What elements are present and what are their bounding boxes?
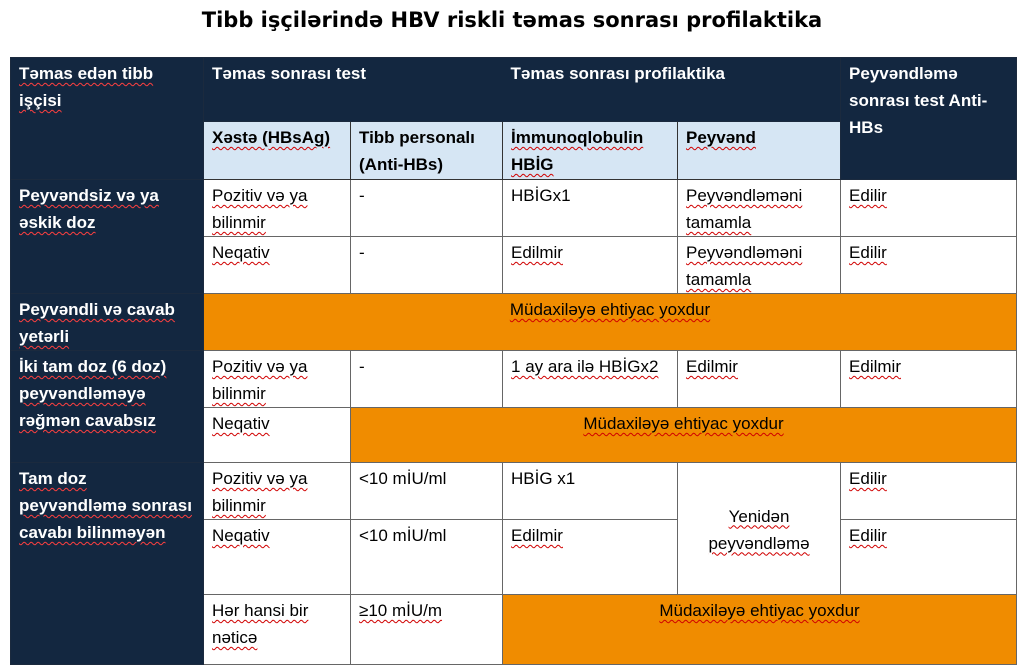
cell-text: Pozitiv və ya bilinmir [212,186,308,232]
header-post-exposure-test-text: Təmas sonrası test [212,64,367,83]
table-cell [678,180,841,237]
subheader-vaccine-text: Peyvənd [686,128,756,147]
cell-text: Edilir [849,186,887,205]
table-cell [204,180,351,237]
header-contact-worker [11,58,204,180]
table-cell [503,520,678,595]
cell-text: Edilmir [511,526,563,545]
cell-text: Pozitiv və ya bilinmir [212,357,308,403]
table-cell [678,237,841,294]
table-cell [204,520,351,595]
cell-text: Neqativ [212,414,270,433]
cell-text: - [359,357,365,376]
subheader-patient [204,122,351,180]
row-label-responder [11,294,204,351]
subheader-immunoglobulin-text: İmmunoqlobulin HBİG [511,128,644,174]
row-label-nonresponder [11,351,204,463]
header-post-vaccination-test-text: Peyvəndləmə sonrası test Anti-HBs [849,64,988,137]
subheader-immunoglobulin [503,122,678,180]
cell-text: <10 mİU/ml [359,526,447,545]
cell-text: Peyvəndləməni tamamla [686,243,803,289]
table-cell [351,463,503,520]
table-cell [841,237,1017,294]
cell-text: ≥10 mİU/m [359,601,443,620]
subheader-staff-text: Tibb personalı (Anti-HBs) [359,128,475,174]
cell-text: Edilir [849,243,887,262]
row-label-unknown-response-text: Tam doz peyvəndləmə sonrası cavabı bilinməyən [19,469,192,542]
header-post-exposure-test [204,58,503,122]
cell-text: Pozitiv və ya bilinmir [212,469,308,515]
cell-text: Edilmir [686,357,738,376]
row-label-unvaccinated [11,180,204,294]
no-intervention-text: Müdaxiləyə ehtiyac yoxdur [659,601,860,620]
revaccination-cell [678,463,841,595]
cell-text: Edilir [849,469,887,488]
row-label-unknown-response [11,463,204,665]
cell-text: Peyvəndləməni tamamla [686,186,803,232]
no-intervention-text: Müdaxiləyə ehtiyac yoxdur [509,300,711,319]
cell-text: Neqativ [212,243,270,262]
subheader-patient-text: Xəstə (HBsAg) [212,128,331,147]
cell-text: <10 mİU/ml [359,469,447,488]
cell-text: HBİG x1 [511,469,576,488]
header-post-vaccination-test [841,58,1017,180]
table-cell [351,180,503,237]
table-cell [204,463,351,520]
table-cell [678,351,841,408]
table-cell [351,237,503,294]
table-cell [204,237,351,294]
no-intervention-banner [503,595,1017,665]
table-cell [204,595,351,665]
subheader-staff [351,122,503,180]
cell-text: HBİGx1 [511,186,571,205]
header-post-exposure-prophylaxis [503,58,841,122]
no-intervention-banner [204,294,1017,351]
cell-text: Edilir [849,526,887,545]
cell-text: - [359,186,365,205]
table-cell [351,351,503,408]
table-cell [351,595,503,665]
no-intervention-text: Müdaxiləyə ehtiyac yoxdur [583,414,784,433]
table-cell [841,463,1017,520]
cell-text: Hər hansi bir nəticə [212,601,309,647]
table-cell [503,463,678,520]
table-cell [351,520,503,595]
hbv-prophylaxis-table [10,57,1017,665]
table-cell [503,237,678,294]
table-cell [841,520,1017,595]
row-label-unvaccinated-text: Peyvəndsiz və ya əskik doz [19,186,159,232]
no-intervention-banner [351,408,1017,463]
cell-text: - [359,243,365,262]
page-title: Tibb işçilərində HBV riskli təmas sonrası profilaktika [201,8,823,32]
cell-text: Edilmir [849,357,901,376]
row-label-nonresponder-text: İki tam doz (6 doz) peyvəndləməyə rəğmən cavabsız [19,357,167,430]
subheader-vaccine [678,122,841,180]
header-post-exposure-prophylaxis-text: Təmas sonrası profilaktika [510,64,725,83]
table-cell [204,408,351,463]
cell-text: Neqativ [212,526,270,545]
table-cell [204,351,351,408]
header-contact-worker-text: Təmas edən tibb işçisi [19,64,154,110]
table-cell [841,180,1017,237]
table-cell [841,351,1017,408]
table-cell [503,180,678,237]
cell-text: 1 ay ara ilə HBİGx2 [511,357,659,376]
row-label-responder-text: Peyvəndli və cavab yetərli [19,300,175,346]
revaccination-text: Yenidən peyvəndləmə [708,506,810,553]
cell-text: Edilmir [511,243,563,262]
table-cell [503,351,678,408]
